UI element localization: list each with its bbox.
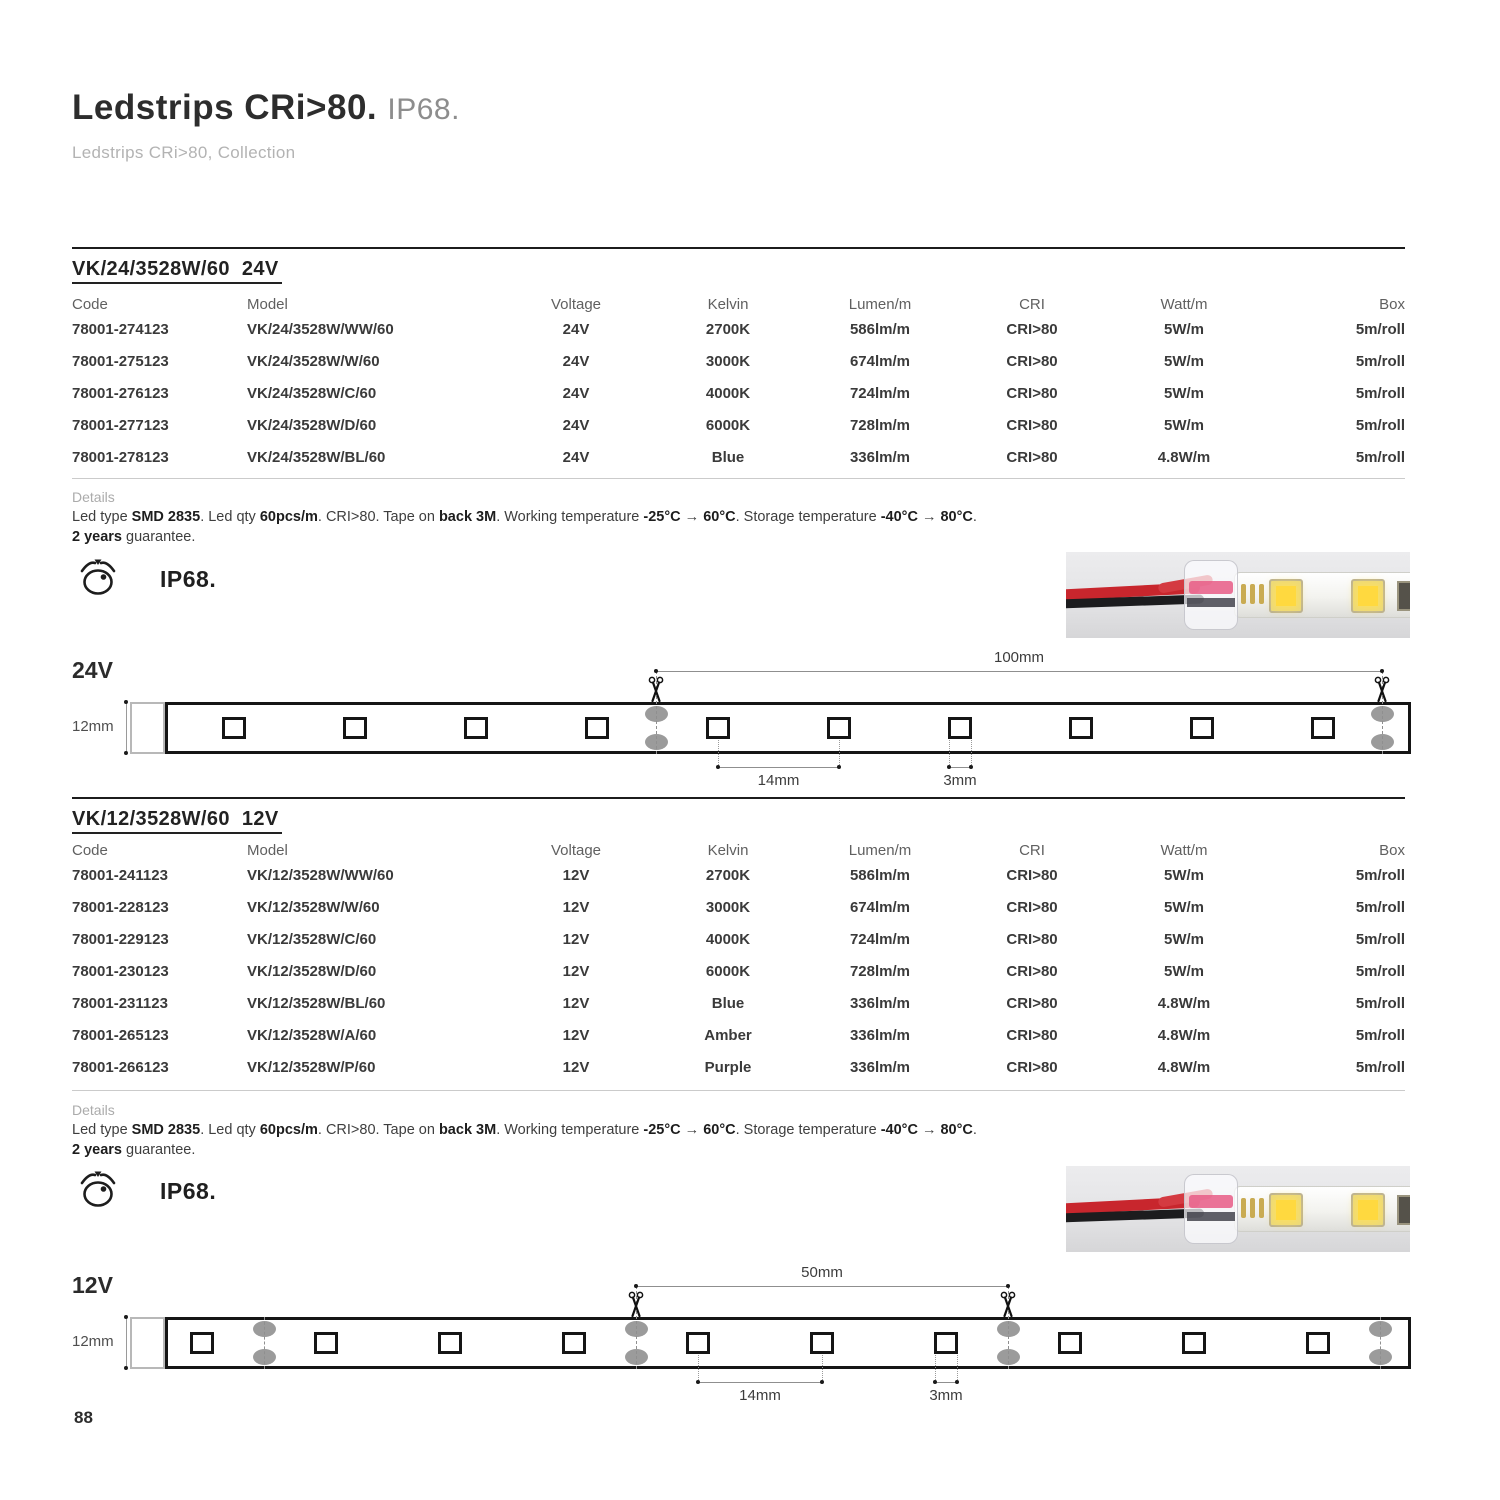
height-dimension-line bbox=[126, 1317, 127, 1369]
column-header: Box bbox=[1379, 296, 1405, 313]
table-row bbox=[72, 892, 1405, 924]
led-pitch-label: 14mm bbox=[757, 772, 800, 789]
table-cell: 5m/roll bbox=[1355, 1059, 1405, 1076]
table-row bbox=[72, 410, 1405, 442]
column-header: Kelvin bbox=[707, 296, 749, 313]
details-label: Details bbox=[72, 489, 115, 505]
led-chip-core bbox=[1358, 1200, 1378, 1220]
details-bold-text: -40°C bbox=[880, 1122, 918, 1138]
table-cell: 728lm/m bbox=[849, 417, 911, 434]
table-row bbox=[72, 346, 1405, 378]
dimension-end-dot bbox=[820, 1380, 824, 1384]
table-cell: 78001-265123 bbox=[72, 1027, 169, 1044]
led-chip bbox=[810, 1332, 834, 1354]
table-cell: 586lm/m bbox=[849, 867, 911, 884]
details-plain-text: . CRI>80. Tape on bbox=[317, 1122, 439, 1138]
led-chip bbox=[585, 717, 609, 739]
dimension-leader-line bbox=[949, 740, 950, 767]
product-photo bbox=[1066, 1166, 1410, 1252]
table-cell: Purple bbox=[704, 1059, 752, 1076]
dimension-end-dot bbox=[837, 765, 841, 769]
dimension-end-dot bbox=[124, 751, 128, 755]
cut-spacing-label: 50mm bbox=[801, 1264, 843, 1281]
waterproof-icon bbox=[74, 1168, 122, 1215]
column-header: Box bbox=[1379, 842, 1405, 859]
details-text-line1 bbox=[72, 1122, 1405, 1139]
column-header: Voltage bbox=[550, 296, 602, 313]
table-cell: 336lm/m bbox=[849, 995, 911, 1012]
chip-contact bbox=[1250, 1198, 1255, 1218]
table-cell: 2700K bbox=[705, 321, 751, 338]
strip-connector bbox=[1184, 560, 1238, 630]
table-cell: CRI>80 bbox=[1006, 321, 1058, 338]
led-chip-core bbox=[1276, 586, 1296, 606]
table-cell: 78001-229123 bbox=[72, 931, 169, 948]
details-plain-text: . Storage temperature bbox=[735, 509, 881, 525]
details-bold-text: 60pcs/m bbox=[259, 1122, 318, 1138]
table-cell: CRI>80 bbox=[1006, 353, 1058, 370]
led-strip-body bbox=[165, 1317, 1411, 1369]
silicone-tube bbox=[1234, 1186, 1410, 1232]
scissors-icon bbox=[1373, 676, 1391, 702]
details-text-line1 bbox=[72, 509, 1405, 526]
chip-contact bbox=[1241, 584, 1246, 604]
details-plain-text: → bbox=[680, 1122, 704, 1138]
column-header: Voltage bbox=[550, 842, 602, 859]
details-plain-text: . Storage temperature bbox=[735, 1122, 881, 1138]
led-chip bbox=[562, 1332, 586, 1354]
led-chip bbox=[1351, 579, 1385, 613]
table-cell: 5m/roll bbox=[1355, 353, 1405, 370]
details-bold-text: -25°C bbox=[643, 1122, 681, 1138]
table-cell: 5W/m bbox=[1163, 321, 1204, 338]
table-cell: VK/12/3528W/C/60 bbox=[247, 931, 377, 948]
led-size-label: 3mm bbox=[943, 772, 977, 789]
table-cell: 12V bbox=[562, 995, 590, 1012]
dimension-leader-line bbox=[698, 1355, 699, 1382]
table-cell: 5W/m bbox=[1163, 963, 1204, 980]
table-header-row bbox=[72, 842, 1405, 860]
table-row bbox=[72, 442, 1405, 474]
table-cell: 24V bbox=[562, 385, 590, 402]
dimension-leader-line bbox=[839, 740, 840, 767]
table-cell: 12V bbox=[562, 899, 590, 916]
table-cell: CRI>80 bbox=[1006, 449, 1058, 466]
table-cell: CRI>80 bbox=[1006, 899, 1058, 916]
details-bold-text: 2 years bbox=[72, 1142, 122, 1158]
led-chip bbox=[1311, 717, 1335, 739]
chip-contact bbox=[1241, 1198, 1246, 1218]
led-chip bbox=[1306, 1332, 1330, 1354]
table-cell: CRI>80 bbox=[1006, 995, 1058, 1012]
dimension-leader-line bbox=[971, 740, 972, 767]
table-cell: 24V bbox=[562, 353, 590, 370]
dimension-leader-line bbox=[718, 740, 719, 767]
scissors-icon bbox=[647, 676, 665, 702]
details-plain-text: . Led qty bbox=[200, 509, 260, 525]
details-label: Details bbox=[72, 1102, 115, 1118]
ip68-label: IP68. bbox=[160, 566, 217, 592]
table-cell: 5m/roll bbox=[1355, 899, 1405, 916]
column-header: CRI bbox=[1019, 296, 1045, 313]
details-bold-text: back 3M bbox=[438, 509, 497, 525]
connector-dark-contact bbox=[1187, 1212, 1235, 1221]
table-cell: 5W/m bbox=[1163, 931, 1204, 948]
table-header-row bbox=[72, 296, 1405, 314]
dimension-end-dot bbox=[955, 1380, 959, 1384]
table-cell: 4.8W/m bbox=[1157, 995, 1211, 1012]
table-cell: 336lm/m bbox=[849, 449, 911, 466]
table-cell: 3000K bbox=[705, 353, 751, 370]
led-chip bbox=[827, 717, 851, 739]
table-cell: 4.8W/m bbox=[1157, 449, 1211, 466]
table-cell: VK/24/3528W/D/60 bbox=[247, 417, 377, 434]
table-bottom-rule bbox=[72, 1090, 1405, 1091]
table-cell: 12V bbox=[562, 1059, 590, 1076]
led-chip bbox=[1397, 581, 1410, 611]
details-plain-text: → bbox=[917, 1122, 941, 1138]
page-title-suffix: IP68. bbox=[387, 93, 460, 126]
section-title-12v: VK/12/3528W/60 12V bbox=[72, 808, 282, 834]
column-header: Lumen/m bbox=[848, 842, 912, 859]
cut-line bbox=[1380, 1317, 1381, 1369]
dimension-end-dot bbox=[947, 765, 951, 769]
details-bold-text: SMD 2835 bbox=[131, 509, 201, 525]
table-cell: VK/24/3528W/W/60 bbox=[247, 353, 380, 370]
details-bold-text: -25°C bbox=[643, 509, 681, 525]
table-cell: 78001-228123 bbox=[72, 899, 169, 916]
scissors-icon bbox=[627, 1291, 645, 1317]
details-plain-text: . CRI>80. Tape on bbox=[317, 509, 439, 525]
table-cell: 5m/roll bbox=[1355, 321, 1405, 338]
dimension-leader-line bbox=[822, 1355, 823, 1382]
dimension-end-dot bbox=[716, 765, 720, 769]
table-row bbox=[72, 314, 1405, 346]
led-chip bbox=[1269, 1193, 1303, 1227]
column-header: Code bbox=[72, 296, 108, 313]
table-cell: 24V bbox=[562, 449, 590, 466]
details-bold-text: -40°C bbox=[880, 509, 918, 525]
led-chip bbox=[686, 1332, 710, 1354]
section-top-rule bbox=[72, 247, 1405, 249]
led-pitch-label: 14mm bbox=[739, 1387, 781, 1404]
led-chip bbox=[438, 1332, 462, 1354]
column-header: Model bbox=[247, 842, 288, 859]
waterproof-icon bbox=[74, 556, 122, 603]
led-chip bbox=[1269, 579, 1303, 613]
strip-end-cap bbox=[130, 1317, 165, 1369]
ip68-label: IP68. bbox=[160, 1178, 217, 1204]
silicone-tube bbox=[1234, 572, 1410, 618]
section-top-rule bbox=[72, 797, 1405, 799]
dimension-end-dot bbox=[1006, 1284, 1010, 1288]
section-title-row bbox=[72, 258, 282, 284]
page-number: 88 bbox=[74, 1408, 93, 1427]
details-plain-text: → bbox=[917, 509, 941, 525]
product-table-24v bbox=[72, 296, 1405, 474]
table-cell: 78001-230123 bbox=[72, 963, 169, 980]
table-cell: VK/12/3528W/A/60 bbox=[247, 1027, 377, 1044]
table-cell: 674lm/m bbox=[849, 353, 911, 370]
led-pitch-dimension-line bbox=[698, 1382, 822, 1383]
details-bold-text: 80°C bbox=[940, 509, 973, 525]
page-title bbox=[72, 88, 460, 128]
led-size-label: 3mm bbox=[929, 1387, 963, 1404]
table-cell: VK/12/3528W/W/60 bbox=[247, 899, 380, 916]
table-cell: 5W/m bbox=[1163, 385, 1204, 402]
column-header: Lumen/m bbox=[848, 296, 912, 313]
table-cell: 586lm/m bbox=[849, 321, 911, 338]
details-plain-text: guarantee. bbox=[122, 1142, 196, 1158]
table-cell: 724lm/m bbox=[849, 385, 911, 402]
led-size-dimension-line bbox=[949, 767, 971, 768]
details-plain-text: . bbox=[972, 1122, 977, 1138]
details-text-line2 bbox=[72, 529, 1405, 546]
connector-pink-contact bbox=[1189, 581, 1233, 594]
table-cell: 78001-266123 bbox=[72, 1059, 169, 1076]
details-plain-text: → bbox=[680, 509, 704, 525]
table-cell: 24V bbox=[562, 321, 590, 338]
table-cell: 78001-277123 bbox=[72, 417, 169, 434]
details-block bbox=[72, 1102, 1405, 1159]
table-cell: Blue bbox=[711, 449, 745, 466]
led-chip-core bbox=[1358, 586, 1378, 606]
column-header: Code bbox=[72, 842, 108, 859]
details-plain-text: Led type bbox=[72, 1122, 132, 1138]
table-cell: 12V bbox=[562, 867, 590, 884]
details-plain-text: . Led qty bbox=[200, 1122, 260, 1138]
table-cell: 3000K bbox=[705, 899, 751, 916]
table-cell: VK/24/3528W/C/60 bbox=[247, 385, 377, 402]
table-cell: 5m/roll bbox=[1355, 1027, 1405, 1044]
table-cell: 6000K bbox=[705, 963, 751, 980]
dimension-leader-line bbox=[957, 1355, 958, 1382]
product-photo bbox=[1066, 552, 1410, 638]
led-chip bbox=[1190, 717, 1214, 739]
table-cell: 5m/roll bbox=[1355, 449, 1405, 466]
table-cell: 78001-275123 bbox=[72, 353, 169, 370]
table-row bbox=[72, 956, 1405, 988]
table-cell: VK/12/3528W/BL/60 bbox=[247, 995, 386, 1012]
table-row bbox=[72, 924, 1405, 956]
details-bold-text: 80°C bbox=[940, 1122, 973, 1138]
table-row bbox=[72, 988, 1405, 1020]
details-text-line2 bbox=[72, 1142, 1405, 1159]
table-cell: 5m/roll bbox=[1355, 867, 1405, 884]
details-plain-text: Led type bbox=[72, 509, 132, 525]
led-chip bbox=[190, 1332, 214, 1354]
dimension-end-dot bbox=[124, 1315, 128, 1319]
dimension-end-dot bbox=[634, 1284, 638, 1288]
led-chip bbox=[464, 717, 488, 739]
table-row bbox=[72, 378, 1405, 410]
diagram-voltage-label: 24V bbox=[72, 657, 113, 683]
details-bold-text: 2 years bbox=[72, 529, 122, 545]
scissors-icon bbox=[999, 1291, 1017, 1317]
table-cell: 78001-274123 bbox=[72, 321, 169, 338]
table-cell: 728lm/m bbox=[849, 963, 911, 980]
led-chip bbox=[1397, 1195, 1410, 1225]
strip-width-label: 12mm bbox=[72, 718, 114, 735]
table-cell: CRI>80 bbox=[1006, 1059, 1058, 1076]
cut-spacing-dimension-line bbox=[656, 671, 1382, 672]
table-cell: 5W/m bbox=[1163, 417, 1204, 434]
table-bottom-rule bbox=[72, 478, 1405, 479]
strip-diagram-12v bbox=[72, 1260, 1428, 1412]
page-subtitle: Ledstrips CRi>80, Collection bbox=[72, 143, 296, 162]
table-cell: 5m/roll bbox=[1355, 931, 1405, 948]
led-pitch-dimension-line bbox=[718, 767, 839, 768]
ip68-badge bbox=[74, 556, 216, 603]
table-cell: Blue bbox=[711, 995, 745, 1012]
table-cell: CRI>80 bbox=[1006, 1027, 1058, 1044]
table-cell: 5W/m bbox=[1163, 867, 1204, 884]
table-cell: 78001-278123 bbox=[72, 449, 169, 466]
table-cell: 336lm/m bbox=[849, 1027, 911, 1044]
strip-diagram-24v bbox=[72, 645, 1428, 797]
strip-width-label: 12mm bbox=[72, 1333, 114, 1350]
details-plain-text: . bbox=[972, 509, 977, 525]
details-plain-text: guarantee. bbox=[122, 529, 196, 545]
table-cell: 4.8W/m bbox=[1157, 1059, 1211, 1076]
strip-end-cap bbox=[130, 702, 165, 754]
led-chip bbox=[1069, 717, 1093, 739]
led-chip bbox=[343, 717, 367, 739]
details-block bbox=[72, 489, 1405, 546]
section-title-row bbox=[72, 808, 282, 834]
led-chip bbox=[948, 717, 972, 739]
table-cell: 5W/m bbox=[1163, 899, 1204, 916]
details-bold-text: 60°C bbox=[703, 1122, 736, 1138]
table-cell: VK/24/3528W/WW/60 bbox=[247, 321, 394, 338]
table-cell: 6000K bbox=[705, 417, 751, 434]
led-size-dimension-line bbox=[935, 1382, 957, 1383]
table-row bbox=[72, 1052, 1405, 1084]
table-cell: 12V bbox=[562, 1027, 590, 1044]
product-table-12v bbox=[72, 842, 1405, 1084]
table-cell: CRI>80 bbox=[1006, 931, 1058, 948]
column-header: Watt/m bbox=[1160, 842, 1208, 859]
table-cell: CRI>80 bbox=[1006, 417, 1058, 434]
table-cell: 2700K bbox=[705, 867, 751, 884]
table-cell: 4.8W/m bbox=[1157, 1027, 1211, 1044]
table-cell: 5W/m bbox=[1163, 353, 1204, 370]
table-cell: VK/12/3528W/WW/60 bbox=[247, 867, 394, 884]
table-cell: VK/12/3528W/D/60 bbox=[247, 963, 377, 980]
table-cell: Amber bbox=[704, 1027, 752, 1044]
led-chip-core bbox=[1276, 1200, 1296, 1220]
led-chip bbox=[1182, 1332, 1206, 1354]
led-chip bbox=[314, 1332, 338, 1354]
table-cell: 4000K bbox=[705, 931, 751, 948]
table-cell: 5m/roll bbox=[1355, 385, 1405, 402]
dimension-end-dot bbox=[654, 669, 658, 673]
table-cell: 5m/roll bbox=[1355, 417, 1405, 434]
dimension-end-dot bbox=[969, 765, 973, 769]
table-cell: 78001-231123 bbox=[72, 995, 168, 1012]
dimension-end-dot bbox=[124, 700, 128, 704]
table-cell: CRI>80 bbox=[1006, 385, 1058, 402]
table-cell: 5m/roll bbox=[1355, 963, 1405, 980]
details-bold-text: 60pcs/m bbox=[259, 509, 318, 525]
table-cell: 724lm/m bbox=[849, 931, 911, 948]
column-header: Kelvin bbox=[707, 842, 749, 859]
details-bold-text: back 3M bbox=[438, 1122, 497, 1138]
ip68-badge bbox=[74, 1168, 216, 1215]
details-bold-text: 60°C bbox=[703, 509, 736, 525]
led-chip bbox=[1351, 1193, 1385, 1227]
column-header: Model bbox=[247, 296, 288, 313]
table-row bbox=[72, 1020, 1405, 1052]
table-cell: 336lm/m bbox=[849, 1059, 911, 1076]
chip-contact bbox=[1250, 584, 1255, 604]
dimension-end-dot bbox=[124, 1366, 128, 1370]
dimension-leader-line bbox=[935, 1355, 936, 1382]
table-cell: 5m/roll bbox=[1355, 995, 1405, 1012]
height-dimension-line bbox=[126, 702, 127, 754]
strip-connector bbox=[1184, 1174, 1238, 1244]
page-title-text: Ledstrips CRi>80. bbox=[72, 88, 378, 127]
led-chip bbox=[1058, 1332, 1082, 1354]
led-chip bbox=[222, 717, 246, 739]
cut-spacing-dimension-line bbox=[636, 1286, 1008, 1287]
table-cell: CRI>80 bbox=[1006, 867, 1058, 884]
chip-contact bbox=[1259, 1198, 1264, 1218]
dimension-end-dot bbox=[1380, 669, 1384, 673]
dimension-end-dot bbox=[933, 1380, 937, 1384]
table-cell: 4000K bbox=[705, 385, 751, 402]
details-plain-text: . Working temperature bbox=[496, 509, 644, 525]
dimension-end-dot bbox=[696, 1380, 700, 1384]
led-chip bbox=[934, 1332, 958, 1354]
chip-contact bbox=[1259, 584, 1264, 604]
table-cell: 78001-276123 bbox=[72, 385, 169, 402]
table-cell: 24V bbox=[562, 417, 590, 434]
table-cell: VK/12/3528W/P/60 bbox=[247, 1059, 376, 1076]
table-cell: 78001-241123 bbox=[72, 867, 168, 884]
led-chip bbox=[706, 717, 730, 739]
page-header bbox=[72, 88, 460, 163]
column-header: Watt/m bbox=[1160, 296, 1208, 313]
column-header: CRI bbox=[1019, 842, 1045, 859]
table-cell: VK/24/3528W/BL/60 bbox=[247, 449, 386, 466]
connector-pink-contact bbox=[1189, 1195, 1233, 1208]
cut-line bbox=[264, 1317, 265, 1369]
section-title-24v: VK/24/3528W/60 24V bbox=[72, 258, 282, 284]
diagram-voltage-label: 12V bbox=[72, 1272, 113, 1298]
table-row bbox=[72, 860, 1405, 892]
table-cell: 674lm/m bbox=[849, 899, 911, 916]
table-cell: CRI>80 bbox=[1006, 963, 1058, 980]
table-cell: 12V bbox=[562, 931, 590, 948]
connector-dark-contact bbox=[1187, 598, 1235, 607]
details-plain-text: . Working temperature bbox=[496, 1122, 644, 1138]
details-bold-text: SMD 2835 bbox=[131, 1122, 201, 1138]
table-cell: 12V bbox=[562, 963, 590, 980]
cut-spacing-label: 100mm bbox=[993, 649, 1045, 666]
